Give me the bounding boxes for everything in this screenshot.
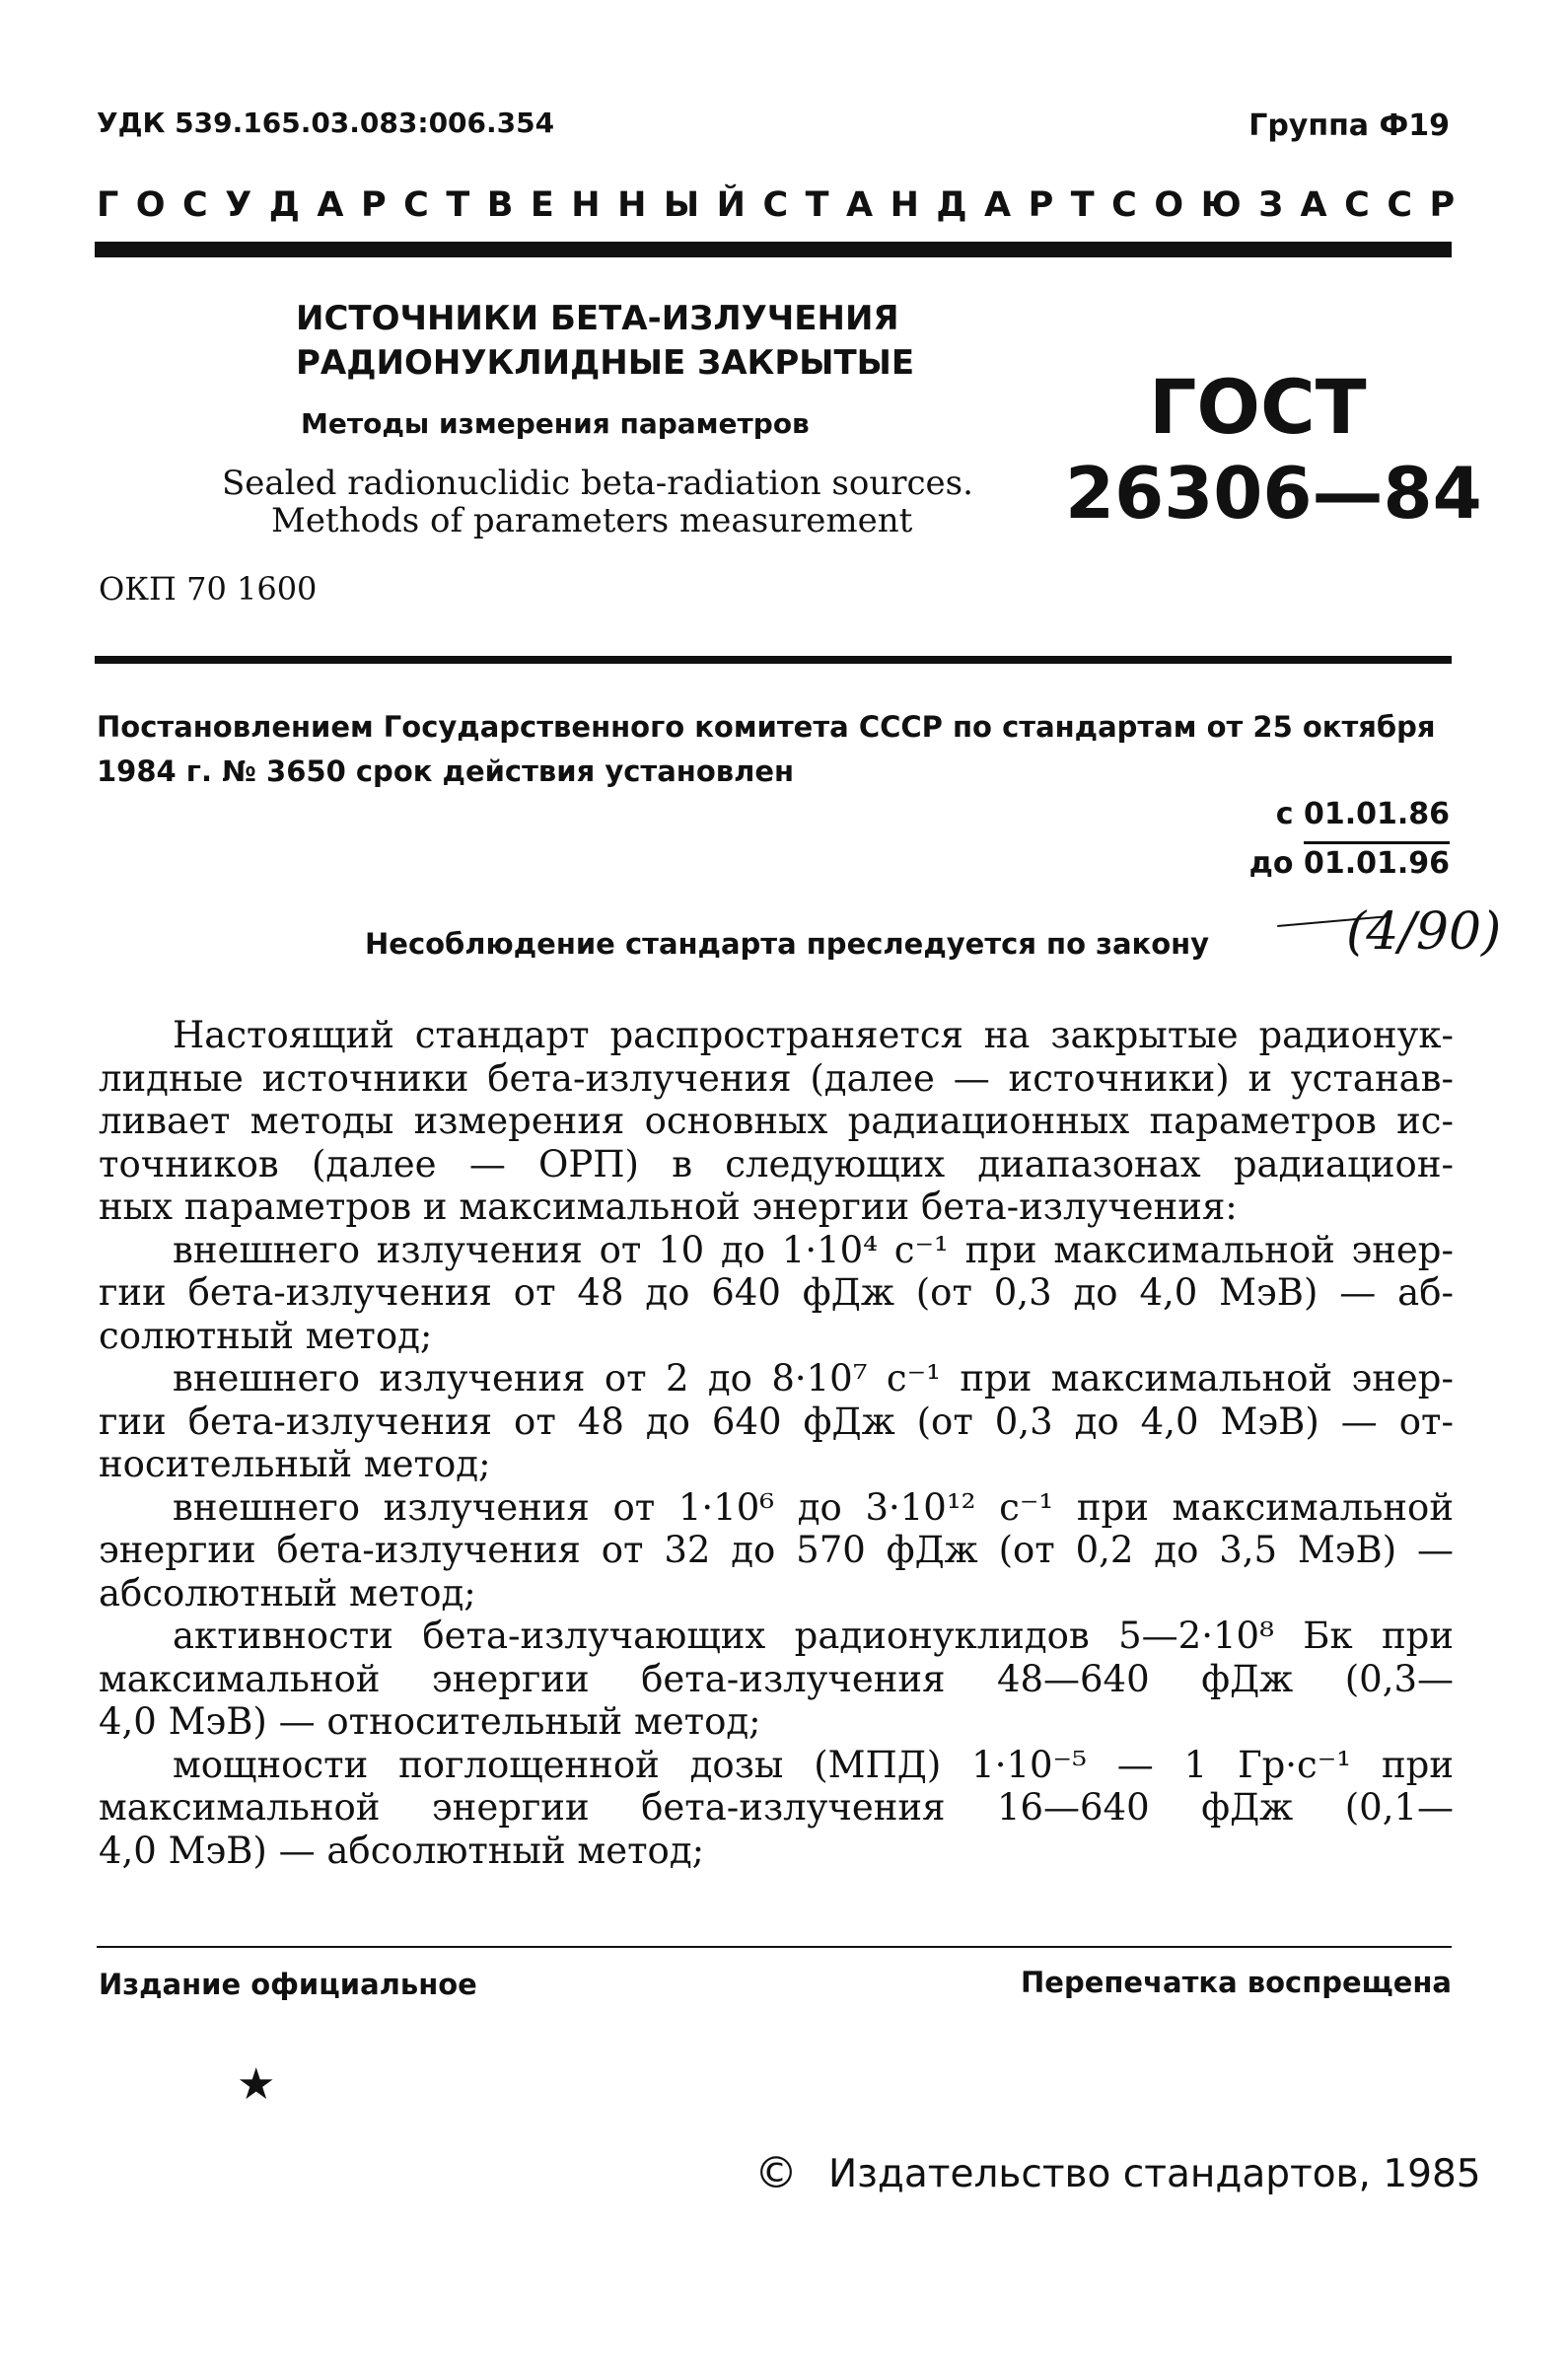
decree-line2: 1984 г. № 3650 срок действия установлен <box>97 754 795 788</box>
body-line: активности бета-излучающих радионуклидов 5—2·10⁸ Бк при <box>173 1615 1454 1657</box>
title-en-line1: Sealed radionuclidic beta-radiation sources. <box>222 464 973 503</box>
body-line: ливает методы измерения основных радиационных параметров ис- <box>99 1100 1454 1142</box>
state-standard-word: СТАНДАРТ <box>762 185 1112 225</box>
star-icon: ★ <box>237 2059 276 2110</box>
publisher-line: Издательство стандартов, 1985 <box>828 2152 1481 2196</box>
title-ru-line1: ИСТОЧНИКИ БЕТА-ИЗЛУЧЕНИЯ <box>296 299 899 338</box>
validity-to <box>1249 846 1450 881</box>
validity-to-prefix: до <box>1248 846 1294 881</box>
middle-rule <box>95 656 1452 664</box>
decree-line1: Постановлением Государственного комитета СССР по стандартам от 25 октября <box>97 710 1436 744</box>
body-line: максимальной энергии бета-излучения 16—640 фДж (0,1— <box>99 1786 1454 1829</box>
body-line: 4,0 МэВ) — относительный метод; <box>99 1700 761 1743</box>
gost-number: 26306—84 <box>1065 452 1482 535</box>
body-text <box>99 1014 1454 1872</box>
gost-label: ГОСТ <box>1149 363 1367 451</box>
state-standard-word: ССР <box>1344 185 1472 225</box>
body-line: гии бета-излучения от 48 до 640 фДж (от 0,3 до 4,0 МэВ) — от- <box>99 1400 1454 1443</box>
handwritten-note: (4/90) <box>1346 902 1502 962</box>
validity-from: с 01.01.86 <box>1275 797 1450 831</box>
body-line: гии бета-излучения от 48 до 640 фДж (от 0,3 до 4,0 МэВ) — аб- <box>99 1271 1454 1314</box>
penalty-notice: Несоблюдение стандарта преследуется по закону <box>365 927 1210 961</box>
body-line: Настоящий стандарт распространяется на закрытые радионук- <box>173 1014 1454 1056</box>
state-standard-word: СОЮЗА <box>1111 185 1345 225</box>
title-ru-line2: РАДИОНУКЛИДНЫЕ ЗАКРЫТЫЕ <box>296 343 915 383</box>
validity-to-value: 01.01.96 <box>1304 841 1450 881</box>
body-line: лидные источники бета-излучения (далее — источники) и устанав- <box>99 1056 1454 1100</box>
body-line: максимальной энергии бета-излучения 48—640 фДж (0,3— <box>99 1657 1454 1700</box>
state-standard-word: ГОСУДАРСТВЕННЫЙ <box>97 185 763 225</box>
udk-code: УДК 539.165.03.083:006.354 <box>97 107 555 139</box>
reprint-prohibited: Перепечатка воспрещена <box>1021 1966 1452 1999</box>
body-line: носительный метод; <box>99 1443 491 1485</box>
body-line: внешнего излучения от 1·10⁶ до 3·10¹² с⁻¹ при максимальной <box>173 1485 1454 1529</box>
body-line: внешнего излучения от 10 до 1·10⁴ с⁻¹ при максимальной энер- <box>173 1228 1454 1271</box>
state-standard-banner <box>97 185 1472 225</box>
okp-code: ОКП 70 1600 <box>99 570 318 608</box>
body-line: солютный метод; <box>99 1314 433 1357</box>
body-line: энергии бета-излучения от 32 до 570 фДж (от 0,2 до 3,5 МэВ) — <box>99 1529 1454 1571</box>
edition-official: Издание официальное <box>99 1968 477 2001</box>
body-line: точников (далее — ОРП) в следующих диапазонах радиацион- <box>99 1142 1454 1185</box>
body-line: мощности поглощенной дозы (МПД) 1·10⁻⁵ — 1 Гр·с⁻¹ при <box>173 1743 1454 1786</box>
body-line: 4,0 МэВ) — абсолютный метод; <box>99 1829 705 1872</box>
body-line: внешнего излучения от 2 до 8·10⁷ с⁻¹ при максимальной энер- <box>173 1357 1454 1400</box>
bottom-rule <box>97 1946 1452 1948</box>
top-rule <box>95 242 1452 257</box>
title-methods: Методы измерения параметров <box>301 407 810 440</box>
group-code: Группа Ф19 <box>1248 108 1450 143</box>
body-line: ных параметров и максимальной энергии бета-излучения: <box>99 1185 1238 1228</box>
copyright-icon: © <box>754 2148 798 2198</box>
body-line: абсолютный метод; <box>99 1571 476 1615</box>
title-en-line2: Methods of parameters measurement <box>271 501 913 540</box>
